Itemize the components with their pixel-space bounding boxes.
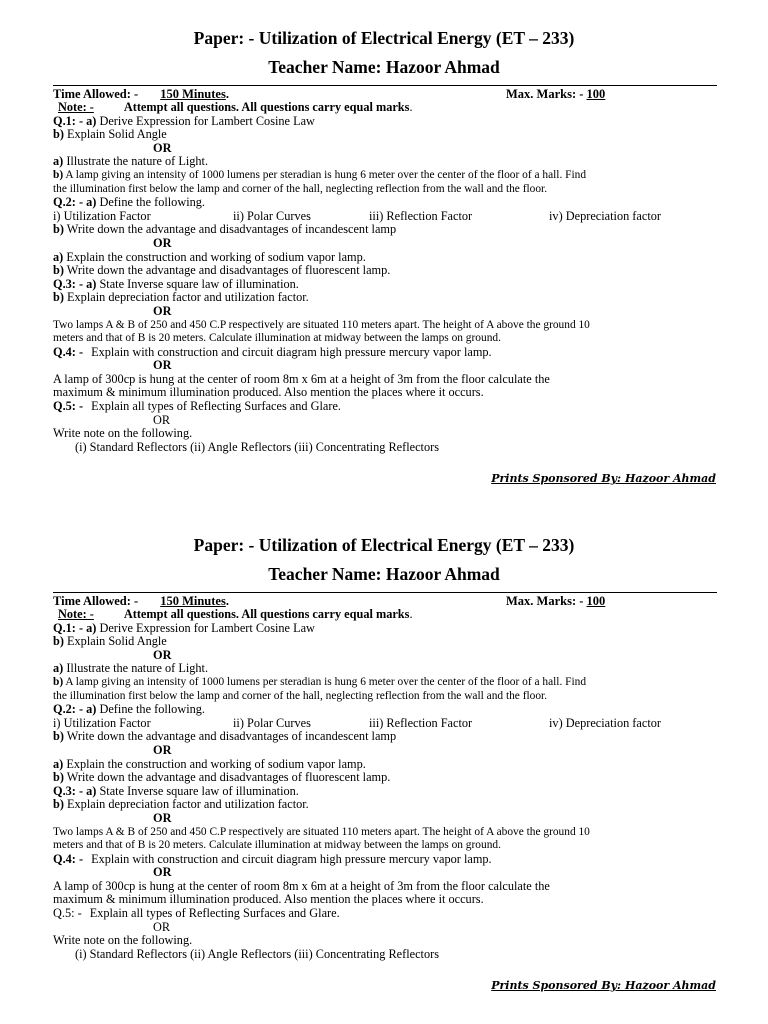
header-rule [53, 85, 717, 86]
q2alt-a-text: Explain the construction and working of sodium vapor lamp. [66, 756, 366, 771]
q1alt-b-text-1: A lamp giving an intensity of 1000 lumens per steradian is hung 6 meter over the center of the floor of a hall. Find [65, 168, 587, 181]
q2alt-b-text: Write down the advantage and disadvantages of fluorescent lamp. [66, 770, 391, 785]
exam-paper-copy-top [0, 0, 768, 507]
q4-text: Explain with construction and circuit diagram high pressure mercury vapor lamp. [91, 344, 492, 359]
teacher-name: Teacher Name: Hazoor Ahmad [268, 57, 500, 77]
q3-b [53, 291, 717, 305]
q1a-label: a) [86, 620, 97, 635]
q2alt-b-label: b) [53, 263, 64, 278]
q1alt-a-text: Illustrate the nature of Light. [66, 661, 209, 676]
paper-title: Paper: - Utilization of Electrical Energy (ET – 233) [193, 535, 575, 555]
q2-items [53, 210, 717, 224]
q5alt-items: (i) Standard Reflectors (ii) Angle Reflectors (iii) Concentrating Reflectors [75, 439, 440, 454]
q3b-text: Explain depreciation factor and utilization factor. [67, 290, 309, 305]
q3b-label: b) [53, 797, 64, 812]
q5alt: Write note on the following. [53, 933, 193, 948]
q2alt-a [53, 251, 717, 265]
note-line [53, 608, 717, 622]
q1alt-a [53, 155, 717, 169]
note-dot: . [409, 100, 413, 114]
q2-b [53, 730, 717, 744]
q2-label: Q.2: - [53, 195, 84, 210]
or-label: OR [153, 742, 172, 757]
q3alt-1: Two lamps A & B of 250 and 450 C.P respectively are situated 110 meters apart. The height of A above the ground 10 [53, 318, 590, 331]
time-dot: . [225, 594, 229, 608]
q2alt-a-text: Explain the construction and working of sodium vapor lamp. [66, 249, 366, 264]
q4-label: Q.4: - [53, 344, 84, 359]
q1alt-a-text: Illustrate the nature of Light. [66, 154, 209, 169]
sponsor-line: Prints Sponsored By: Hazoor Ahmad [491, 472, 716, 485]
q2alt-a [53, 758, 717, 772]
or-label: OR [153, 919, 171, 934]
q3b-text: Explain depreciation factor and utilization factor. [67, 797, 309, 812]
marks-value: 100 [586, 87, 606, 101]
q3alt-2: meters and that of B is 20 meters. Calculate illumination at midway between the lamps on ground. [53, 839, 501, 852]
q1a-text: Derive Expression for Lambert Cosine Law [99, 113, 315, 128]
q1a-label: a) [86, 113, 97, 128]
or-label: OR [153, 810, 172, 825]
q1alt-a-label: a) [53, 154, 64, 169]
q1alt-b-1 [53, 169, 717, 183]
q2alt-b [53, 771, 717, 785]
q2b-label: b) [53, 222, 64, 237]
q4 [53, 346, 717, 360]
q3-a [53, 278, 717, 292]
q5-label: Q.5: - [53, 906, 82, 921]
note-text: Attempt all questions. All questions carry equal marks [123, 100, 410, 114]
q2-label: Q.2: - [53, 702, 84, 717]
q1alt-b-text-1: A lamp giving an intensity of 1000 lumens per steradian is hung 6 meter over the center of the floor of a hall. Find [65, 675, 587, 688]
time-value: 150 Minutes [160, 87, 226, 101]
q2a-label: a) [86, 195, 97, 210]
q4alt-2: maximum & minimum illumination produced. Also mention the places where it occurs. [53, 385, 484, 400]
q4alt-1: A lamp of 300cp is hung at the center of room 8m x 6m at a height of 3m from the floor calculate the [53, 878, 550, 893]
note-dot: . [409, 607, 413, 621]
marks-label: Max. Marks: - [506, 594, 584, 608]
or-label: OR [153, 303, 172, 318]
q1alt-b-2: the illumination first below the lamp and corner of the hall, neglecting reflection from the wall and the floor. [53, 182, 548, 195]
q1-a [53, 622, 717, 636]
q1-b [53, 128, 717, 142]
q2a-text: Define the following. [99, 195, 205, 210]
question-body [53, 608, 717, 961]
or-label: OR [153, 358, 172, 373]
q1alt-b-label: b) [53, 675, 64, 688]
q2a-text: Define the following. [99, 702, 205, 717]
q1-b [53, 635, 717, 649]
q2-items [53, 717, 717, 731]
marks-label: Max. Marks: - [506, 87, 584, 101]
q1b-text: Explain Solid Angle [67, 634, 167, 649]
q5-text: Explain all types of Reflecting Surfaces and Glare. [91, 399, 342, 414]
exam-paper-copy-bottom [0, 507, 768, 1014]
q4-label: Q.4: - [53, 851, 84, 866]
q1a-text: Derive Expression for Lambert Cosine Law [99, 620, 315, 635]
marks-value: 100 [586, 594, 606, 608]
max-marks [506, 594, 605, 608]
q1alt-a-label: a) [53, 661, 64, 676]
time-allowed [53, 87, 229, 101]
q2-item-3: iii) Reflection Factor [369, 715, 473, 730]
q3a-text: State Inverse square law of illumination. [99, 783, 299, 798]
or-label: OR [153, 865, 172, 880]
or-label: OR [153, 412, 171, 427]
note-label: Note: - [58, 607, 94, 621]
q5-text: Explain all types of Reflecting Surfaces and Glare. [89, 906, 340, 921]
q3a-text: State Inverse square law of illumination. [99, 276, 299, 291]
q2-item-3: iii) Reflection Factor [369, 208, 473, 223]
q4alt-1: A lamp of 300cp is hung at the center of room 8m x 6m at a height of 3m from the floor calculate the [53, 371, 550, 386]
q3-label: Q.3: - a) [53, 783, 97, 798]
q5 [53, 907, 717, 921]
q5-label: Q.5: - [53, 399, 84, 414]
q2-item-1: i) Utilization Factor [53, 715, 151, 730]
teacher-name: Teacher Name: Hazoor Ahmad [268, 564, 500, 584]
note-line [53, 101, 717, 115]
q2-b [53, 223, 717, 237]
q1-label: Q.1: - [53, 620, 84, 635]
q5alt: Write note on the following. [53, 426, 193, 441]
or-label: OR [153, 235, 172, 250]
q2a-label: a) [86, 702, 97, 717]
q3b-label: b) [53, 290, 64, 305]
or-label: OR [153, 647, 172, 662]
q2alt-a-label: a) [53, 756, 64, 771]
q3-label: Q.3: - a) [53, 276, 97, 291]
q4-text: Explain with construction and circuit diagram high pressure mercury vapor lamp. [91, 851, 492, 866]
q2alt-b-label: b) [53, 770, 64, 785]
time-allowed [53, 594, 229, 608]
q1alt-b-label: b) [53, 168, 64, 181]
time-label: Time Allowed: - [53, 87, 139, 101]
q2alt-b [53, 264, 717, 278]
q5alt-items: (i) Standard Reflectors (ii) Angle Reflectors (iii) Concentrating Reflectors [75, 946, 440, 961]
q2-item-2: ii) Polar Curves [233, 208, 311, 223]
q5 [53, 400, 717, 414]
q2b-text: Write down the advantage and disadvantages of incandescent lamp [66, 222, 397, 237]
paper-title: Paper: - Utilization of Electrical Energy (ET – 233) [193, 28, 575, 48]
question-body [53, 101, 717, 454]
q2alt-a-label: a) [53, 249, 64, 264]
q2-item-4: iv) Depreciation factor [549, 208, 661, 223]
q2alt-b-text: Write down the advantage and disadvantages of fluorescent lamp. [66, 263, 391, 278]
q2-a [53, 196, 717, 210]
q3-a [53, 785, 717, 799]
q1b-label: b) [53, 634, 64, 649]
note-label: Note: - [58, 100, 94, 114]
q2-a [53, 703, 717, 717]
q2-item-1: i) Utilization Factor [53, 208, 151, 223]
q2b-text: Write down the advantage and disadvantages of incandescent lamp [66, 729, 397, 744]
q1b-text: Explain Solid Angle [67, 127, 167, 142]
q1b-label: b) [53, 127, 64, 142]
or-label: OR [153, 140, 172, 155]
q1alt-b-2: the illumination first below the lamp and corner of the hall, neglecting reflection from the wall and the floor. [53, 689, 548, 702]
note-text: Attempt all questions. All questions carry equal marks [123, 607, 410, 621]
q3alt-1: Two lamps A & B of 250 and 450 C.P respectively are situated 110 meters apart. The height of A above the ground 10 [53, 825, 590, 838]
time-dot: . [225, 87, 229, 101]
q2b-label: b) [53, 729, 64, 744]
time-value: 150 Minutes [160, 594, 226, 608]
q4 [53, 853, 717, 867]
q2-item-2: ii) Polar Curves [233, 715, 311, 730]
sponsor-line: Prints Sponsored By: Hazoor Ahmad [491, 979, 716, 992]
q1-a [53, 115, 717, 129]
q1alt-a [53, 662, 717, 676]
q4alt-2: maximum & minimum illumination produced. Also mention the places where it occurs. [53, 892, 484, 907]
q2-item-4: iv) Depreciation factor [549, 715, 661, 730]
time-label: Time Allowed: - [53, 594, 139, 608]
header-rule [53, 592, 717, 593]
q3-b [53, 798, 717, 812]
max-marks [506, 87, 605, 101]
q1alt-b-1 [53, 676, 717, 690]
q1-label: Q.1: - [53, 113, 84, 128]
q3alt-2: meters and that of B is 20 meters. Calculate illumination at midway between the lamps on ground. [53, 332, 501, 345]
